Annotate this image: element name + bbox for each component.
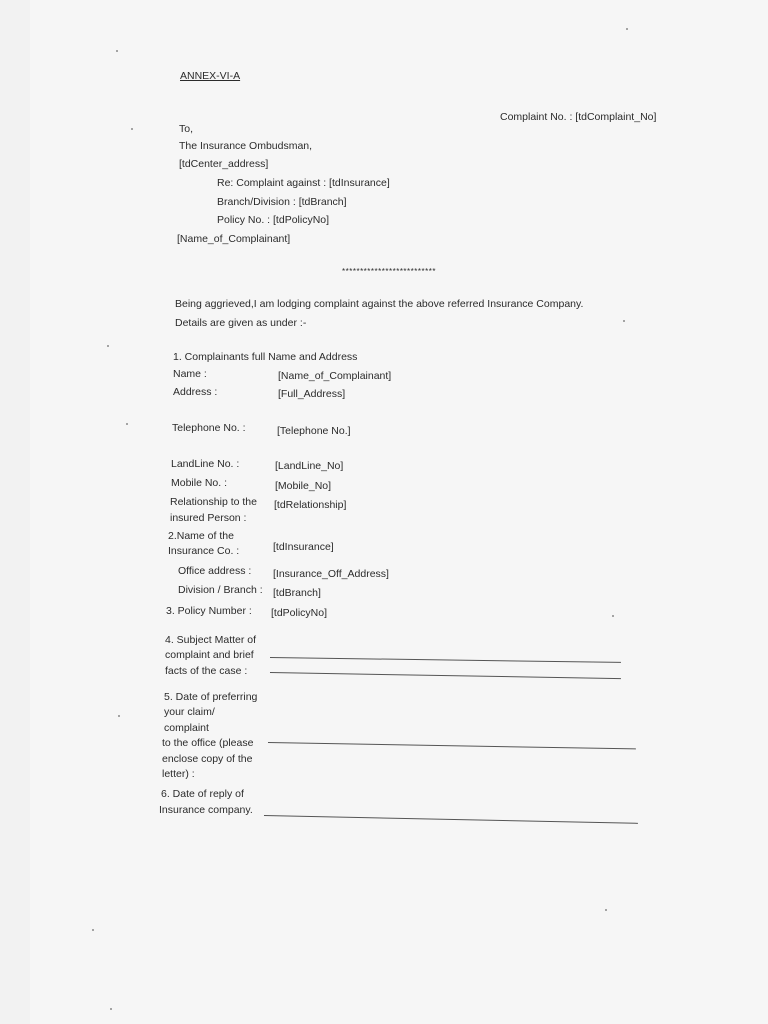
mobile-label: Mobile No. : xyxy=(171,477,228,489)
section-4-label-2: complaint and brief xyxy=(165,649,254,661)
section-5-label-5: enclose copy of the xyxy=(162,753,253,765)
section-6-blank-line xyxy=(264,815,638,824)
section-2-label-2: Insurance Co. : xyxy=(168,545,240,557)
address-value: [Full_Address] xyxy=(278,388,346,400)
name-value: [Name_of_Complainant] xyxy=(278,370,392,382)
policy-line: Policy No. : [tdPolicyNo] xyxy=(217,214,330,226)
telephone-label: Telephone No. : xyxy=(172,422,246,434)
complainant-line: [Name_of_Complainant] xyxy=(177,233,291,245)
separator-stars: ************************** xyxy=(342,267,436,276)
intro-line-2: Details are given as under :- xyxy=(175,317,307,329)
section-5-label-6: letter) : xyxy=(162,768,195,780)
ombudsman-line: The Insurance Ombudsman, xyxy=(179,140,313,152)
section-4-label-3: facts of the case : xyxy=(165,665,248,677)
landline-value: [LandLine_No] xyxy=(275,460,344,472)
landline-label: LandLine No. : xyxy=(171,458,240,470)
center-address: [tdCenter_address] xyxy=(179,158,269,170)
complaint-number: Complaint No. : [tdComplaint_No] xyxy=(500,111,657,123)
intro-line-1: Being aggrieved,I am lodging complaint against the above referred Insurance Company. xyxy=(175,298,584,310)
section-5-blank-line xyxy=(268,742,636,750)
to-line: To, xyxy=(179,123,194,135)
section-6-label-1: 6. Date of reply of xyxy=(161,788,244,800)
section-5-label-2: your claim/ xyxy=(164,706,215,718)
re-line: Re: Complaint against : [tdInsurance] xyxy=(217,177,390,189)
section-3-label: 3. Policy Number : xyxy=(166,605,252,617)
section-5-label-4: to the office (please xyxy=(162,737,254,749)
section-4-blank-line-1 xyxy=(270,657,621,663)
annex-heading: ANNEX-VI-A xyxy=(180,70,241,82)
division-branch-label: Division / Branch : xyxy=(178,584,263,596)
section-2-value: [tdInsurance] xyxy=(273,541,334,553)
section-6-label-2: Insurance company. xyxy=(159,804,253,816)
section-2-label-1: 2.Name of the xyxy=(168,530,234,542)
office-address-label: Office address : xyxy=(178,565,252,577)
section-4-blank-line-2 xyxy=(270,672,621,679)
office-address-value: [Insurance_Off_Address] xyxy=(273,568,389,580)
section-5-label-1: 5. Date of preferring xyxy=(164,691,258,703)
section-1-heading: 1. Complainants full Name and Address xyxy=(173,351,358,363)
address-label: Address : xyxy=(173,386,218,398)
section-4-label-1: 4. Subject Matter of xyxy=(165,634,257,646)
relationship-label-1: Relationship to the xyxy=(170,496,257,508)
division-branch-value: [tdBranch] xyxy=(273,587,321,599)
name-label: Name : xyxy=(173,368,207,380)
telephone-value: [Telephone No.] xyxy=(277,425,351,437)
section-5-label-3: complaint xyxy=(164,722,209,734)
branch-division-line: Branch/Division : [tdBranch] xyxy=(217,196,347,208)
mobile-value: [Mobile_No] xyxy=(275,480,332,492)
relationship-label-2: insured Person : xyxy=(170,512,247,524)
section-3-value: [tdPolicyNo] xyxy=(271,607,328,619)
document-page xyxy=(30,0,768,1024)
relationship-value: [tdRelationship] xyxy=(274,499,347,511)
